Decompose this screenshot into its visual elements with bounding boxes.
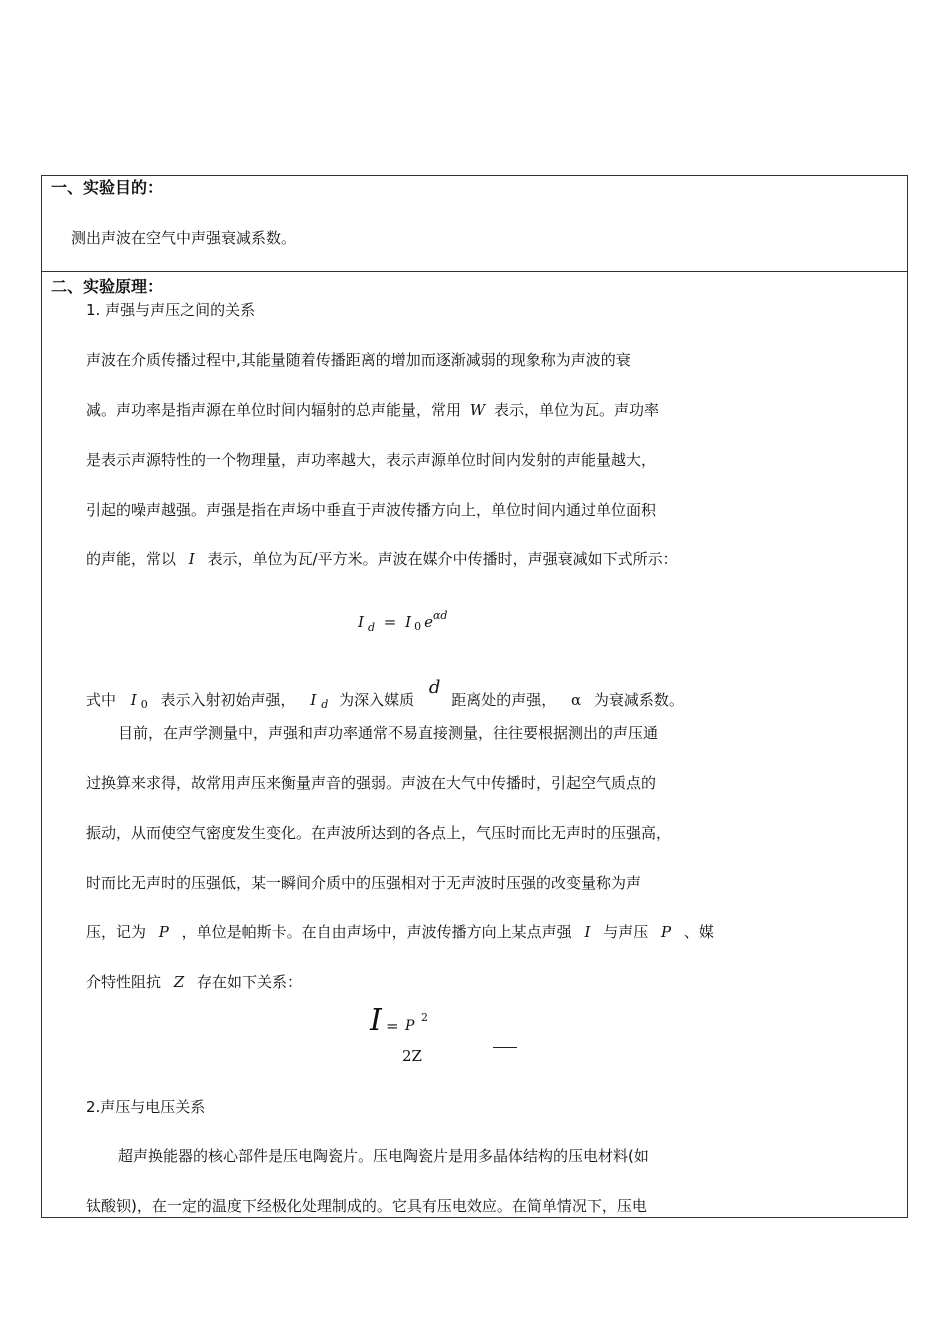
paragraph-line: 目前，在声学测量中，声强和声功率通常不易直接测量，往往要根据测出的声压通 <box>118 724 659 742</box>
subsection2-title: 2.声压与电压关系 <box>86 1098 206 1116</box>
paragraph-line: 过换算来求得，故常用声压来衡量声音的强弱。声波在大气中传播时，引起空气质点的 <box>86 774 657 792</box>
section1-heading: 一、实验目的： <box>51 178 164 197</box>
paragraph-line: 减。声功率是指声源在单位时间内辐射的总声能量，常用 W 表示，单位为瓦。声功率 <box>86 401 660 419</box>
paragraph-line: 声波在介质传播过程中,其能量随着传播距离的增加而逐渐减弱的现象称为声波的衰 <box>86 351 631 369</box>
subsection1-title: 1. 声强与声压之间的关系 <box>86 301 256 319</box>
section2-heading: 二、实验原理： <box>51 277 164 296</box>
symbol-W: W <box>469 401 486 419</box>
paragraph-line: 引起的噪声越强。声强是指在声场中垂直于声波传播方向上，单位时间内通过单位面积 <box>86 501 657 519</box>
paragraph-line: 超声换能器的核心部件是压电陶瓷片。压电陶瓷片是用多晶体结构的压电材料(如 <box>118 1147 649 1165</box>
paragraph-line: 时而比无声时的压强低，某一瞬间介质中的压强相对于无声波时压强的改变量称为声 <box>86 874 642 892</box>
paragraph-line: 是表示声源特性的一个物理量，声功率越大，表示声源单位时间内发射的声能量越大， <box>86 451 657 469</box>
paragraph-line: 钛酸钡)，在一定的温度下经极化处理制成的。它具有压电效应。在简单情况下，压电 <box>86 1197 647 1215</box>
symbol-I: I <box>188 550 195 568</box>
section1-text: 测出声波在空气中声强衰减系数。 <box>71 229 297 247</box>
table-divider <box>41 271 908 272</box>
paragraph-line: 式中 I $_0$ 表示入射初始声强， I $_d$ 为深入媒质 d 距离处的声强， α 为衰减系数。 <box>86 677 684 711</box>
fraction-bar <box>493 1047 517 1048</box>
paragraph-line: 压，记为 P ，单位是帕斯卡。在自由声场中，声波传播方向上某点声强 I 与声压 P 、媒 <box>86 923 714 941</box>
symbol-alpha: α <box>570 691 582 709</box>
paragraph-line: 介特性阻抗 Z 存在如下关系： <box>86 973 303 991</box>
paragraph-line: 振动，从而使空气密度发生变化。在声波所达到的各点上，气压时而比无声时的压强高， <box>86 824 672 842</box>
paragraph-line: 的声能，常以 I 表示，单位为瓦/平方米。声波在媒介中传播时，声强衰减如下式所示： <box>86 550 678 568</box>
symbol-d: d <box>428 677 441 698</box>
formula-attenuation: I $_d$ = I $_0$ $e^{\alpha d}$ <box>358 609 448 634</box>
